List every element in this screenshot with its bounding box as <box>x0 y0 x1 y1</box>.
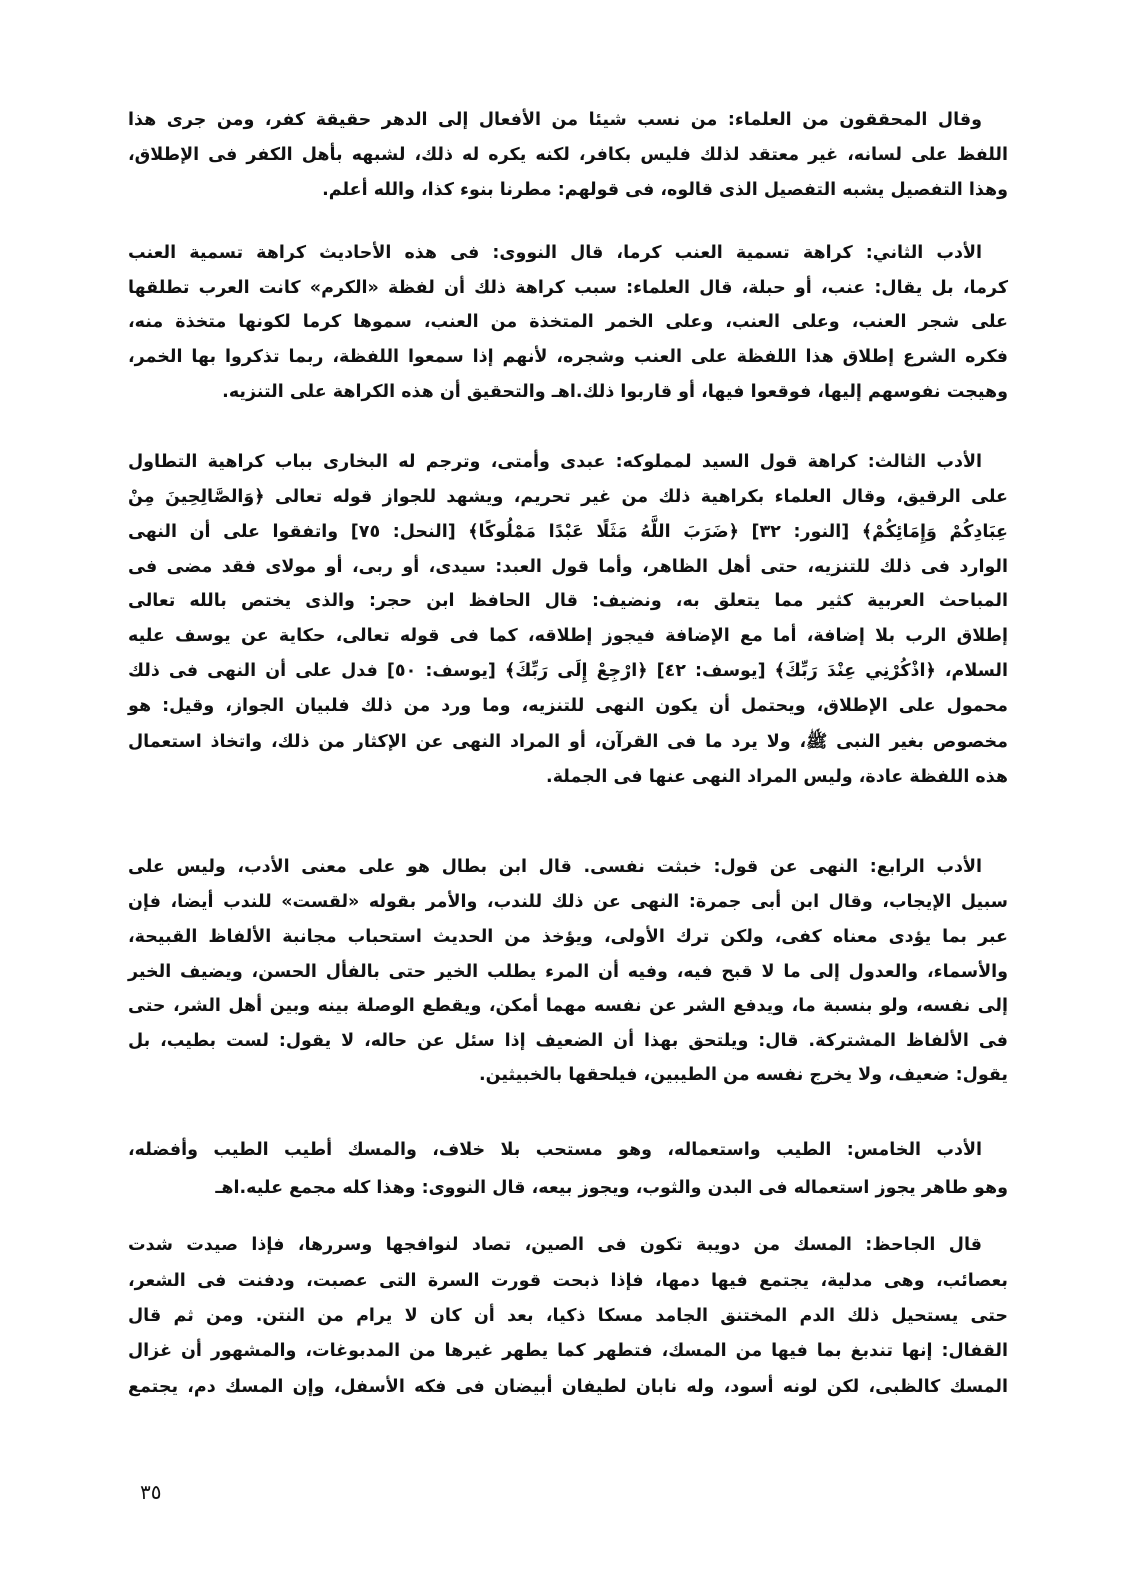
text-line: إلى نفسه، ولو بنسبة ما، ويدفع الشر عن نفسه مهما أمكن، ويقطع الوصلة بينه وبين أهل الشر، حتى <box>128 996 1008 1016</box>
text-line: الأدب الرابع: النهى عن قول: خبثت نفسى. قال ابن بطال هو على معنى الأدب، وليس على <box>128 857 982 877</box>
text-line: عبر بما يؤدى معناه كفى، ولكن ترك الأولى، ويؤخذ من الحديث استحباب مجانبة الألفاظ القبيحة، <box>128 927 1008 947</box>
text-line: القفال: إنها تندبغ بما فيها من المسك، فتطهر كما يطهر غيرها من المدبوغات، والمشهور أن غزال <box>128 1341 1008 1361</box>
text-line: وقال المحققون من العلماء: من نسب شيئا من الأفعال إلى الدهر حقيقة كفر، ومن جرى هذا <box>128 110 982 130</box>
text-line: وهذا التفصيل يشبه التفصيل الذى قالوه، فى قولهم: مطرنا بنوء كذا، والله أعلم. <box>322 180 1008 200</box>
text-line: إطلاق الرب بلا إضافة، أما مع الإضافة فيجوز إطلاقه، كما فى قوله تعالى، حكاية عن يوسف عليه <box>128 626 1008 646</box>
text-line: هذه اللفظة عادة، وليس المراد النهى عنها فى الجملة. <box>546 767 1008 787</box>
text-line: وهيجت نفوسهم إليها، فوقعوا فيها، أو قاربوا ذلك.اهـ والتحقيق أن هذه الكراهة على التنزيه. <box>222 382 1008 402</box>
page-number: ٣٥ <box>140 1480 162 1504</box>
text-line: سبيل الإيجاب، وقال ابن أبى جمرة: النهى عن ذلك للندب، والأمر بقوله «لقست» للندب أيضا، فإن <box>128 892 1008 912</box>
text-line: الأدب الثالث: كراهة قول السيد لمملوكه: عبدى وأمتى، وترجم له البخارى بباب كراهية التطاول <box>128 452 982 472</box>
text-line: فى الألفاظ المشتركة. قال: ويلتحق بهذا أن الضعيف إذا سئل عن حاله، لا يقول: لست بطيب، بل <box>128 1031 1008 1051</box>
text-line: المباحث العربية كثير مما يتعلق به، ونضيف: قال الحافظ ابن حجر: والذى يختص بالله تعالى <box>128 591 1008 611</box>
text-line: فكره الشرع إطلاق هذا اللفظة على العنب وشجره، لأنهم إذا سمعوا اللفظة، ربما تذكروا بها الخمر، <box>128 347 1008 367</box>
text-line: على الرقيق، وقال العلماء بكراهية ذلك من غير تحريم، ويشهد للجواز قوله تعالى ﴿وَالصَّالِحِينَ مِنْ <box>128 487 1008 507</box>
text-line: اللفظ على لسانه، غير معتقد لذلك فليس بكافر، لكنه يكره له ذلك، لشبهه بأهل الكفر فى الإطلاق، <box>128 145 1008 165</box>
text-line: محمول على الإطلاق، ويحتمل أن يكون النهى للتنزيه، وما ورد من ذلك فلبيان الجواز، وقيل: هو <box>128 696 1008 716</box>
text-line: عِبَادِكُمْ وَإِمَائِكُمْ﴾ [النور: ٣٢] ﴿ضَرَبَ اللَّهُ مَثَلًا عَبْدًا مَمْلُوكًا﴾ [النحل: ٧٥] واتفقوا على أن النهى <box>128 522 1009 542</box>
text-line: المسك كالظبى، لكن لونه أسود، وله نابان لطيفان أبيضان فى فكه الأسفل، وإن المسك دم، يجتمع <box>128 1377 1008 1397</box>
text-line: السلام، ﴿اذْكُرْنِي عِنْدَ رَبِّكَ﴾ [يوسف: ٤٢] ﴿ارْجِعْ إِلَى رَبِّكَ﴾ [يوسف: ٥٠] فدل على أن النهى فى ذلك <box>128 661 1008 681</box>
text-line: على شجر العنب، وعلى العنب، وعلى الخمر المتخذة من العنب، سموها كرما لكونها متخذة منه، <box>128 312 1008 332</box>
text-line: والأسماء، والعدول إلى ما لا قبح فيه، وفيه أن المرء يطلب الخير حتى بالفأل الحسن، ويضيف الخير <box>128 962 1008 982</box>
text-line: الأدب الخامس: الطيب واستعماله، وهو مستحب بلا خلاف، والمسك أطيب الطيب وأفضله، <box>128 1140 982 1160</box>
text-line: وهو طاهر يجوز استعماله فى البدن والثوب، ويجوز بيعه، قال النووى: وهذا كله مجمع عليه.اهـ <box>215 1178 1008 1198</box>
text-line: مخصوص بغير النبى ﷺ، ولا يرد ما فى القرآن، أو المراد النهى عن الإكثار من ذلك، واتخاذ استعمال <box>128 732 1008 752</box>
text-line: كرما، بل يقال: عنب، أو حبلة، قال العلماء: سبب كراهة ذلك أن لفظة «الكرم» كانت العرب تطلقها <box>128 278 1008 298</box>
text-line: يقول: ضعيف، ولا يخرج نفسه من الطيبين، فيلحقها بالخبيثين. <box>478 1065 1008 1085</box>
text-line: الوارد فى ذلك للتنزيه، حتى أهل الظاهر، وأما قول العبد: سيدى، أو ربى، أو مولاى فقد مضى فى <box>128 557 1008 577</box>
text-line: حتى يستحيل ذلك الدم المختنق الجامد مسكا ذكيا، بعد أن كان لا يرام من النتن. ومن ثم قال <box>128 1306 1008 1326</box>
text-line: بعصائب، وهى مدلية، يجتمع فيها دمها، فإذا ذبحت قورت السرة التى عصبت، ودفنت فى الشعر، <box>128 1271 1008 1291</box>
text-line: الأدب الثاني: كراهة تسمية العنب كرما، قال النووى: فى هذه الأحاديث كراهة تسمية العنب <box>128 243 982 263</box>
text-line: قال الجاحظ: المسك من دويبة تكون فى الصين، تصاد لنوافجها وسررها، فإذا صيدت شدت <box>128 1235 982 1255</box>
